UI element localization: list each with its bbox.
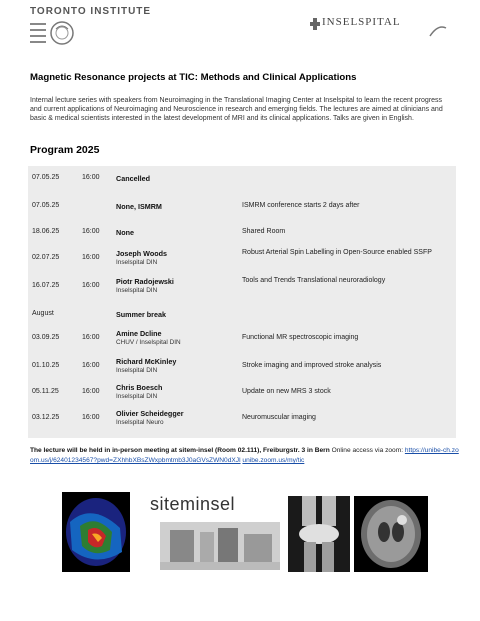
schedule-date: 02.07.25: [32, 254, 60, 261]
schedule-time: 16:00: [82, 254, 100, 261]
schedule-time: 16:00: [82, 388, 100, 395]
schedule-speaker: Olivier Scheidegger: [116, 409, 184, 418]
schedule-institution: Inselspital DIN: [116, 393, 158, 400]
program-heading: Program 2025: [30, 144, 100, 156]
schedule-speaker: Joseph Woods: [116, 249, 167, 258]
schedule-row: [28, 222, 456, 244]
schedule-time: 16:00: [82, 414, 100, 421]
hospital-swoosh-icon: [428, 22, 448, 40]
schedule-time: 16:00: [82, 334, 100, 341]
schedule-row: [28, 408, 456, 430]
university-logo: [30, 6, 152, 52]
hospital-logo: [322, 16, 442, 46]
schedule-speaker: None, ISMRM: [116, 202, 162, 211]
schedule-date: 07.05.25: [32, 174, 60, 181]
hospital-logo-text: INSELSPITAL: [322, 16, 401, 28]
schedule-date: 18.06.25: [32, 228, 60, 235]
schedule-row: [28, 276, 456, 298]
schedule-institution: CHUV / Inselspital DIN: [116, 339, 181, 346]
university-emblem-icon: [30, 17, 120, 49]
schedule-speaker: None: [116, 228, 134, 237]
schedule-time: 16:00: [82, 362, 100, 369]
schedule-topic: Functional MR spectroscopic imaging: [242, 334, 359, 341]
schedule-table: [28, 166, 456, 438]
schedule-time: 16:00: [82, 228, 100, 235]
schedule-row: [28, 196, 456, 218]
schedule-topic: Neuromuscular imaging: [242, 414, 316, 421]
schedule-topic: Shared Room: [242, 228, 286, 235]
schedule-date: 16.07.25: [32, 282, 60, 289]
schedule-speaker: Amine Dcline: [116, 329, 162, 338]
hospital-cross-icon: [310, 18, 320, 30]
schedule-time: 16:00: [82, 282, 100, 289]
schedule-date: 07.05.25: [32, 202, 60, 209]
schedule-row: [28, 382, 456, 404]
schedule-speaker: Cancelled: [116, 174, 150, 183]
schedule-date: 03.12.25: [32, 414, 60, 421]
schedule-topic: Update on new MRS 3 stock: [242, 388, 331, 395]
online-access-label: Online access via zoom:: [331, 447, 404, 454]
schedule-date: August: [32, 310, 54, 317]
schedule-institution: Inselspital DIN: [116, 259, 158, 266]
intro-paragraph: Internal lecture series with speakers from Neuroimaging in the Translational Imaging Center at Inselspital to learn the recent progress and current applications of Neuroimaging and Neuroscience in research and emerging fields. The lectures are aimed at clinicians and basic & medical scientists interested in the latest development of MRI and its clinical applications. Talks are given in English.: [30, 97, 443, 123]
schedule-date: 05.11.25: [32, 388, 59, 395]
schedule-topic: Tools and Trends Translational neuroradiology: [242, 277, 386, 284]
brain-diffusion-image: [62, 492, 130, 572]
schedule-speaker: Piotr Radojewski: [116, 277, 174, 286]
schedule-topic: Stroke imaging and improved stroke analysis: [242, 362, 382, 369]
scanner-room-image: [160, 522, 280, 570]
schedule-time: 16:00: [82, 174, 100, 181]
document-title: Magnetic Resonance projects at TIC: Methods and Clinical Applications: [30, 72, 357, 83]
venue-info: [30, 446, 460, 466]
sitem-insel-logo-text: siteminsel: [150, 494, 236, 514]
schedule-topic: Robust Arterial Spin Labelling in Open-Source enabled SSFP: [242, 249, 432, 256]
schedule-speaker: Chris Boesch: [116, 383, 163, 392]
venue-text: The lecture will be held in in-person meeting at sitem-insel (Room 02.111), Freiburgstr. 3 in Bern: [30, 447, 330, 454]
schedule-row: [28, 248, 456, 270]
zoom-link[interactable]: https://unibe-ch.zoom.us/j/62401234567?pwd=ZXhhbXBsZWxpbmtmb3J0aGVsZWN0dXJl: [30, 447, 459, 464]
brain-mri-image: [354, 496, 428, 572]
zoom-link-short[interactable]: unibe.zoom.us/my/tic: [242, 457, 305, 464]
schedule-date: 03.09.25: [32, 334, 60, 341]
schedule-speaker: Summer break: [116, 310, 166, 319]
schedule-speaker: Richard McKinley: [116, 357, 177, 366]
schedule-row: [28, 328, 456, 350]
schedule-topic: ISMRM conference starts 2 days after: [242, 202, 360, 209]
knee-mri-image: [288, 496, 350, 572]
sitem-insel-logo: [150, 494, 260, 520]
schedule-row: [28, 168, 456, 190]
schedule-institution: Inselspital Neuro: [116, 419, 164, 426]
schedule-institution: Inselspital DIN: [116, 367, 158, 374]
university-logo-text: TORONTO INSTITUTE: [30, 6, 152, 17]
schedule-date: 01.10.25: [32, 362, 60, 369]
schedule-row: [28, 304, 456, 326]
schedule-institution: Inselspital DIN: [116, 287, 158, 294]
schedule-row: [28, 356, 456, 378]
